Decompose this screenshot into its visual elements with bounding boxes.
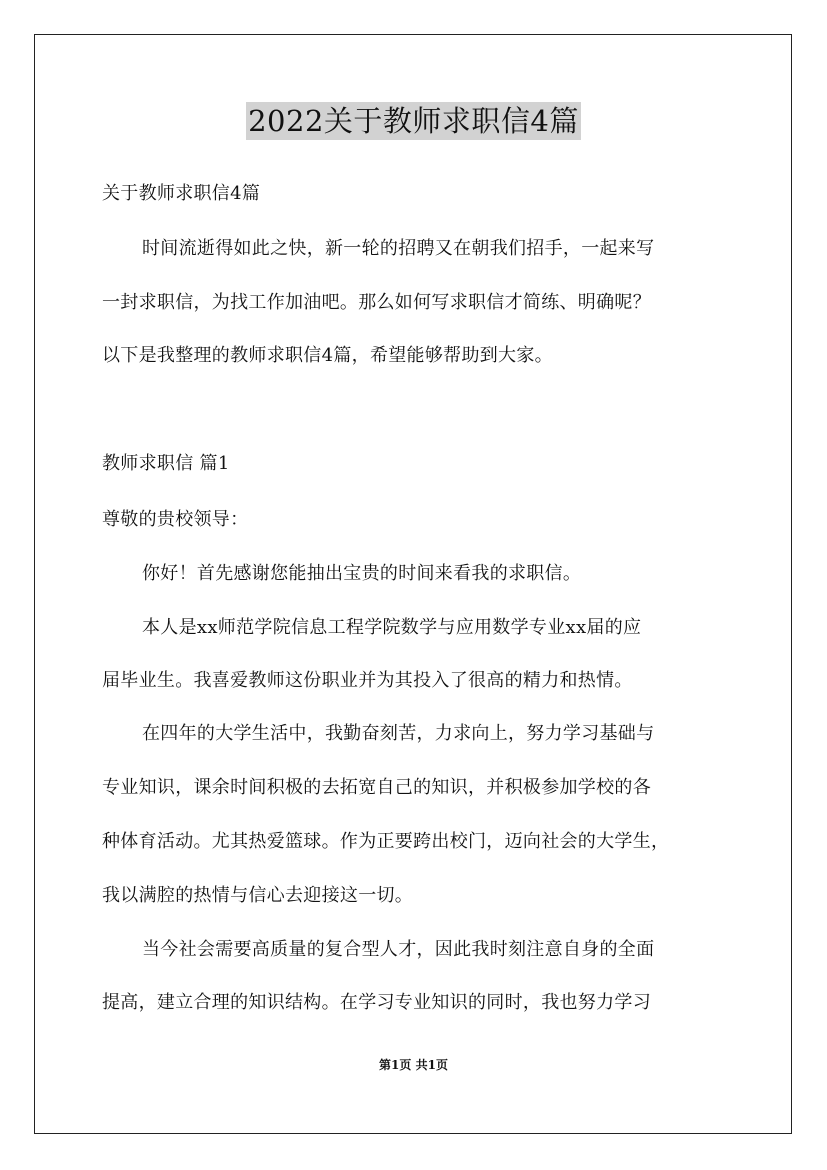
- body-line-5: 专业知识，课余时间积极的去拓宽自己的知识，并积极参加学校的各: [102, 777, 651, 798]
- body-line-7: 我以满腔的热情与信心去迎接这一切。: [102, 885, 414, 906]
- body-line-9: 提高，建立合理的知识结构。在学习专业知识的同时，我也努力学习: [102, 992, 651, 1013]
- intro-line-2: 一封求职信，为找工作加油吧。那么如何写求职信才简练、明确呢？: [102, 292, 651, 313]
- body-line-8: 当今社会需要高质量的复合型人才，因此我时刻注意自身的全面: [142, 939, 655, 960]
- body-line-6: 种体育活动。尤其热爱篮球。作为正要跨出校门，迈向社会的大学生，: [102, 831, 670, 852]
- body-line-4: 在四年的大学生活中，我勤奋刻苦，力求向上，努力学习基础与: [142, 723, 655, 744]
- body-line-1: 你好！首先感谢您能抽出宝贵的时间来看我的求职信。: [142, 563, 582, 584]
- footer-page-total: 1: [427, 1058, 436, 1072]
- body-line-2: 本人是xx师范学院信息工程学院数学与应用数学专业xx届的应: [142, 617, 642, 638]
- page-footer: [0, 1057, 827, 1073]
- document-subtitle: 关于教师求职信4篇: [102, 183, 261, 204]
- document-title: 2022关于教师求职信4篇: [248, 104, 579, 138]
- salutation: 尊敬的贵校领导：: [102, 509, 249, 530]
- section-heading: 教师求职信 篇1: [102, 453, 230, 474]
- footer-page-number: 1: [391, 1058, 400, 1072]
- title-container: [0, 102, 827, 140]
- footer-prefix: 第: [379, 1058, 392, 1072]
- footer-mid: 页 共: [399, 1058, 428, 1072]
- intro-line-3: 以下是我整理的教师求职信4篇，希望能够帮助到大家。: [102, 345, 553, 366]
- body-line-3: 届毕业生。我喜爱教师这份职业并为其投入了很高的精力和热情。: [102, 670, 633, 691]
- footer-suffix: 页: [435, 1058, 448, 1072]
- intro-line-1: 时间流逝得如此之快，新一轮的招聘又在朝我们招手，一起来写: [142, 238, 655, 259]
